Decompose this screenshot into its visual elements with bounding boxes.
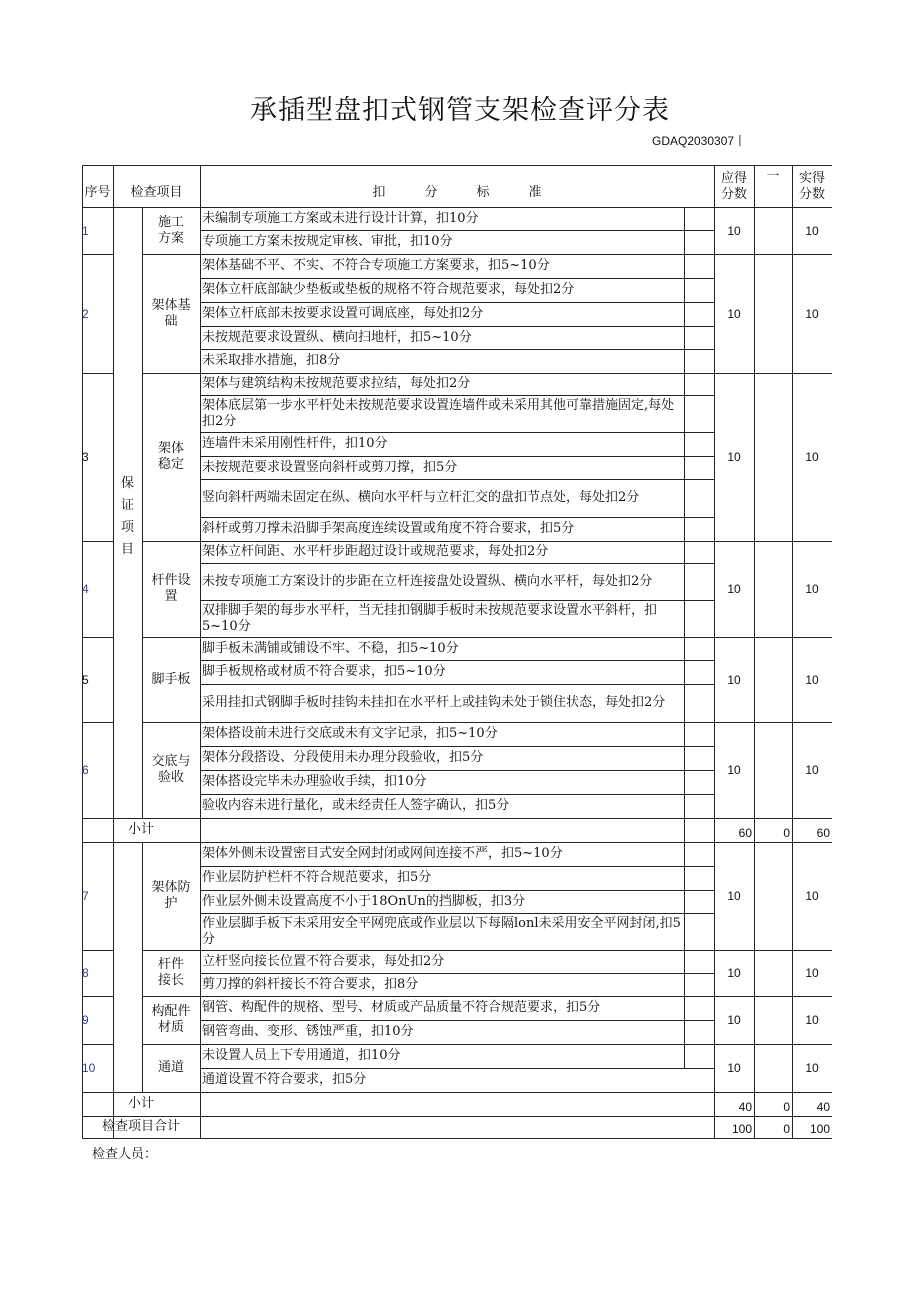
- r10-actual-text: 10: [805, 1061, 819, 1075]
- r7-number: [82, 842, 113, 950]
- r2-item: [142, 254, 200, 373]
- sub2-label: [82, 1092, 200, 1116]
- r9-actual: [792, 996, 832, 1044]
- r6-number: [82, 722, 113, 818]
- r3-item: [142, 373, 200, 541]
- guarantee-group-label: [113, 437, 142, 597]
- r2-criterion-1: [200, 254, 684, 278]
- r10-due: [714, 1044, 754, 1092]
- header-actual: [792, 167, 832, 207]
- r4-item-text: 杆件设 置: [151, 573, 191, 604]
- r3-due: [714, 373, 754, 541]
- r3-number: [82, 373, 113, 541]
- r9-due-text: 10: [727, 1013, 741, 1027]
- r2-actual: [792, 254, 832, 373]
- r5-criterion-2: [200, 660, 684, 684]
- r2-item-text: 架体基 础: [151, 297, 191, 329]
- sub1-blank: [754, 818, 792, 842]
- r10-item: [142, 1044, 200, 1092]
- r4-number: [82, 541, 113, 637]
- r7-due: [714, 842, 754, 950]
- r6-actual-text: 10: [805, 763, 819, 777]
- r8-criterion-1-text: 立杆竖向接长位置不符合要求，每处扣2分: [202, 953, 445, 969]
- r5-criterion-1: [200, 637, 684, 660]
- r5-criterion-3-text: 采用挂扣式钢脚手板时挂钩未挂扣在水平杆上或挂钩未处于锁住状态，每处扣2分: [202, 695, 666, 710]
- header-seq-text: 序号: [84, 185, 111, 200]
- score-table: [82, 165, 832, 1140]
- r1-due-text: 10: [727, 223, 741, 238]
- total-due: [714, 1116, 754, 1138]
- r5-due: [714, 637, 754, 722]
- sub1-due: [714, 818, 754, 842]
- total-due-text: 100: [731, 1122, 752, 1136]
- r6-actual: [792, 722, 832, 818]
- r5-item: [142, 637, 200, 722]
- r3-criterion-5: [200, 479, 684, 517]
- r6-number-text: 6: [82, 763, 89, 777]
- r7-criterion-3: [200, 890, 684, 913]
- header-blank-text: 一: [766, 169, 780, 184]
- r5-actual-text: 10: [805, 672, 819, 687]
- r4-number-text: 4: [82, 582, 89, 596]
- r5-due-text: 10: [727, 672, 741, 687]
- r9-item: [142, 996, 200, 1044]
- r2-due-text: 10: [727, 306, 741, 321]
- sub1-label: [82, 818, 200, 842]
- r3-criterion-3: [200, 432, 684, 456]
- r2-number-text: 2: [82, 306, 89, 321]
- r2-criterion-5: [200, 349, 684, 373]
- r2-actual-text: 10: [805, 306, 819, 321]
- r2-criterion-2: [200, 278, 684, 302]
- r3-item-text: 架体 稳定: [157, 441, 184, 472]
- r10-criterion-2: [200, 1068, 684, 1092]
- r4-criterion-3: [200, 600, 684, 637]
- sub2-label-text: 小计: [127, 1096, 154, 1111]
- r5-number-text: 5: [82, 672, 89, 687]
- header-actual-text: 实得 分数: [798, 171, 825, 202]
- r7-criterion-2: [200, 866, 684, 890]
- total-actual: [792, 1116, 832, 1138]
- header-seq: [82, 179, 113, 207]
- total-label: [82, 1116, 200, 1138]
- r10-criterion-2-text: 通道设置不符合要求，扣5分: [202, 1072, 367, 1087]
- r7-criterion-2-text: 作业层防护栏杆不符合规范要求，扣5分: [202, 870, 432, 885]
- header-criteria-text: 扣 分 标 准: [372, 185, 542, 200]
- r1-due: [714, 207, 754, 254]
- r6-due: [714, 722, 754, 818]
- r7-actual-text: 10: [805, 889, 819, 903]
- r5-criterion-3: [200, 684, 684, 722]
- r6-criterion-2-text: 架体分段搭设、分段使用未办理分段验收，扣5分: [202, 750, 484, 765]
- r8-criterion-1: [200, 950, 684, 973]
- r3-criterion-4: [200, 456, 684, 479]
- page-title: 承插型盘扣式钢管支架检查评分表: [250, 95, 670, 126]
- r9-item-text: 构配件 材质: [151, 1004, 191, 1035]
- r3-criterion-6: [200, 517, 684, 541]
- r3-criterion-6-text: 斜杆或剪刀撑未沿脚手架高度连续设置或角度不符合要求，扣5分: [202, 521, 575, 536]
- r8-number: [82, 950, 113, 996]
- r9-number: [82, 996, 113, 1044]
- r8-actual-text: 10: [805, 966, 819, 980]
- r6-criterion-1: [200, 722, 684, 746]
- r8-item: [142, 950, 200, 996]
- r10-due-text: 10: [727, 1061, 741, 1075]
- header-item: [113, 179, 200, 207]
- r1-actual: [792, 207, 832, 254]
- r6-criterion-4: [200, 794, 684, 818]
- r2-criterion-4-text: 未按规范要求设置纵、横向扫地杆，扣5~10分: [202, 329, 472, 345]
- r3-criterion-5-text: 竖向斜杆两端未固定在纵、横向水平杆与立杆汇交的盘扣节点处，每处扣2分: [202, 490, 640, 505]
- r1-criterion-2: [200, 230, 684, 254]
- r9-criterion-1: [200, 996, 684, 1020]
- r6-criterion-3-text: 架体搭设完毕未办理验收手续，扣10分: [202, 774, 427, 789]
- r4-actual-text: 10: [805, 582, 819, 596]
- sub2-blank: [754, 1092, 792, 1116]
- sub1-blank-text: 0: [783, 826, 790, 840]
- r2-criterion-1-text: 架体基础不平、不实、不符合专项施工方案要求，扣5~10分: [202, 258, 550, 273]
- sub2-actual-text: 40: [816, 1100, 830, 1114]
- r1-criterion-1-text: 未编制专项施工方案或未进行设计计算，扣10分: [202, 210, 479, 226]
- r1-criterion-2-text: 专项施工方案未按规定审核、审批，扣10分: [202, 234, 453, 249]
- total-blank: [754, 1116, 792, 1138]
- r7-due-text: 10: [727, 889, 741, 903]
- r7-item: [142, 842, 200, 950]
- r7-criterion-1-text: 架体外侧未设置密目式安全网封闭或网间连接不严，扣5~10分: [202, 846, 563, 861]
- r2-criterion-4: [200, 326, 684, 349]
- header-item-text: 检查项目: [130, 185, 183, 200]
- r7-criterion-3-text: 作业层外侧未设置高度不小于18OnUn的挡脚板，扣3分: [202, 893, 526, 909]
- r9-due: [714, 996, 754, 1044]
- r4-criterion-1: [200, 541, 684, 563]
- r5-criterion-1-text: 脚手板未满铺或铺设不牢、不稳，扣5~10分: [202, 640, 459, 656]
- guarantee-group-label-text: 保 证 项 目: [120, 476, 134, 557]
- r3-actual-text: 10: [805, 450, 819, 464]
- r7-number-text: 7: [82, 889, 89, 903]
- sub2-actual: [792, 1092, 832, 1116]
- r2-number: [82, 254, 113, 373]
- total-blank-text: 0: [783, 1122, 790, 1136]
- header-blank: [754, 167, 792, 187]
- r3-actual: [792, 373, 832, 541]
- r8-number-text: 8: [82, 966, 89, 980]
- header-criteria: [200, 179, 714, 207]
- r7-item-text: 架体防 护: [151, 880, 191, 911]
- r3-criterion-3-text: 连墙件未采用刚性杆件，扣10分: [202, 436, 388, 451]
- r2-criterion-5-text: 未采取排水措施，扣8分: [202, 353, 341, 368]
- r9-criterion-2: [200, 1020, 684, 1044]
- r6-item-text: 交底与 验收: [151, 754, 191, 785]
- sub1-actual: [792, 818, 832, 842]
- r2-due: [714, 254, 754, 373]
- r10-actual: [792, 1044, 832, 1092]
- r2-criterion-3-text: 架体立杆底部未按要求设置可调底座，每处扣2分: [202, 306, 484, 321]
- r8-due-text: 10: [727, 966, 741, 980]
- r10-number: [82, 1044, 113, 1092]
- r1-item: [142, 207, 200, 254]
- sub2-blank-text: 0: [783, 1100, 790, 1114]
- r4-due-text: 10: [727, 582, 741, 596]
- r5-criterion-2-text: 脚手板规格或材质不符合要求，扣5~10分: [202, 664, 446, 679]
- r8-due: [714, 950, 754, 996]
- total-actual-text: 100: [809, 1122, 830, 1136]
- r5-item-text: 脚手板: [151, 671, 191, 687]
- r4-due: [714, 541, 754, 637]
- r9-criterion-1-text: 钢管、构配件的规格、型号、材质或产品质量不符合规范要求，扣5分: [202, 1000, 601, 1015]
- r2-criterion-2-text: 架体立杆底部缺少垫板或垫板的规格不符合规范要求，每处扣2分: [202, 282, 575, 297]
- r8-item-text: 杆件 接长: [157, 957, 184, 988]
- r6-criterion-4-text: 验收内容未进行量化，或未经责任人签字确认，扣5分: [202, 798, 510, 813]
- r10-item-text: 通道: [157, 1060, 184, 1075]
- r8-criterion-2: [200, 973, 684, 996]
- sub1-actual-text: 60: [816, 826, 830, 840]
- r4-item: [142, 541, 200, 637]
- r10-criterion-1-text: 未设置人员上下专用通道，扣10分: [202, 1048, 401, 1063]
- r3-due-text: 10: [727, 450, 741, 464]
- header-due-text: 应得 分数: [720, 171, 747, 202]
- r2-criterion-3: [200, 302, 684, 326]
- r5-actual: [792, 637, 832, 722]
- r1-criterion-1: [200, 207, 684, 230]
- r9-criterion-2-text: 钢管弯曲、变形、锈蚀严重，扣10分: [202, 1024, 414, 1039]
- r6-criterion-3: [200, 770, 684, 794]
- r3-criterion-1-text: 架体与建筑结构未按规范要求拉结，每处扣2分: [202, 376, 471, 391]
- r3-criterion-2-text: 架体底层第一步水平杆处未按规范要求设置连墙件或未采用其他可靠措施固定,每处扣2分: [202, 397, 675, 429]
- r6-criterion-2: [200, 746, 684, 770]
- r1-number: [82, 207, 113, 254]
- r6-criterion-1-text: 架体搭设前未进行交底或未有文字记录，扣5~10分: [202, 726, 498, 741]
- sub1-label-text: 小计: [127, 822, 154, 837]
- r8-actual: [792, 950, 832, 996]
- r9-actual-text: 10: [805, 1013, 819, 1027]
- inspector-label: 检查人员：: [92, 1147, 158, 1162]
- sub2-due: [714, 1092, 754, 1116]
- r7-actual: [792, 842, 832, 950]
- form-code: GDAQ2030307丨: [652, 134, 747, 148]
- r3-criterion-1: [200, 373, 684, 395]
- r1-actual-text: 10: [805, 223, 819, 238]
- r8-criterion-2-text: 剪刀撑的斜杆接长不符合要求，扣8分: [202, 976, 419, 992]
- r4-criterion-1-text: 架体立杆间距、水平杆步距超过设计或规范要求，每处扣2分: [202, 544, 549, 559]
- r1-item-text: 施工 方案: [157, 214, 184, 246]
- r3-number-text: 3: [82, 450, 89, 464]
- r10-criterion-1: [200, 1044, 684, 1068]
- header-due: [714, 167, 754, 207]
- r3-criterion-2: [200, 395, 684, 432]
- r10-number-text: 10: [82, 1061, 96, 1075]
- r4-criterion-3-text: 双排脚手架的每步水平杆，当无挂扣钢脚手板时未按规范要求设置水平斜杆，扣5~10分: [202, 602, 658, 634]
- r6-item: [142, 722, 200, 818]
- sub2-due-text: 40: [738, 1100, 752, 1114]
- r7-criterion-4-text: 作业层脚手板下未采用安全平网兜底或作业层以下每隔lonl未采用安全平网封闭,扣5分: [202, 915, 681, 947]
- r5-number: [82, 637, 113, 722]
- r1-number-text: 1: [82, 223, 89, 238]
- total-label-text: 检查项目合计: [101, 1119, 180, 1134]
- r4-criterion-2: [200, 563, 684, 600]
- r7-criterion-4: [200, 913, 684, 950]
- r9-number-text: 9: [82, 1013, 89, 1027]
- r3-criterion-4-text: 未按规范要求设置竖向斜杆或剪刀撑，扣5分: [202, 459, 458, 475]
- r4-actual: [792, 541, 832, 637]
- r4-criterion-2-text: 未按专项施工方案设计的步距在立杆连接盘处设置纵、横向水平杆，每处扣2分: [202, 573, 653, 589]
- sub1-due-text: 60: [738, 826, 752, 840]
- r6-due-text: 10: [727, 763, 741, 777]
- r7-criterion-1: [200, 842, 684, 866]
